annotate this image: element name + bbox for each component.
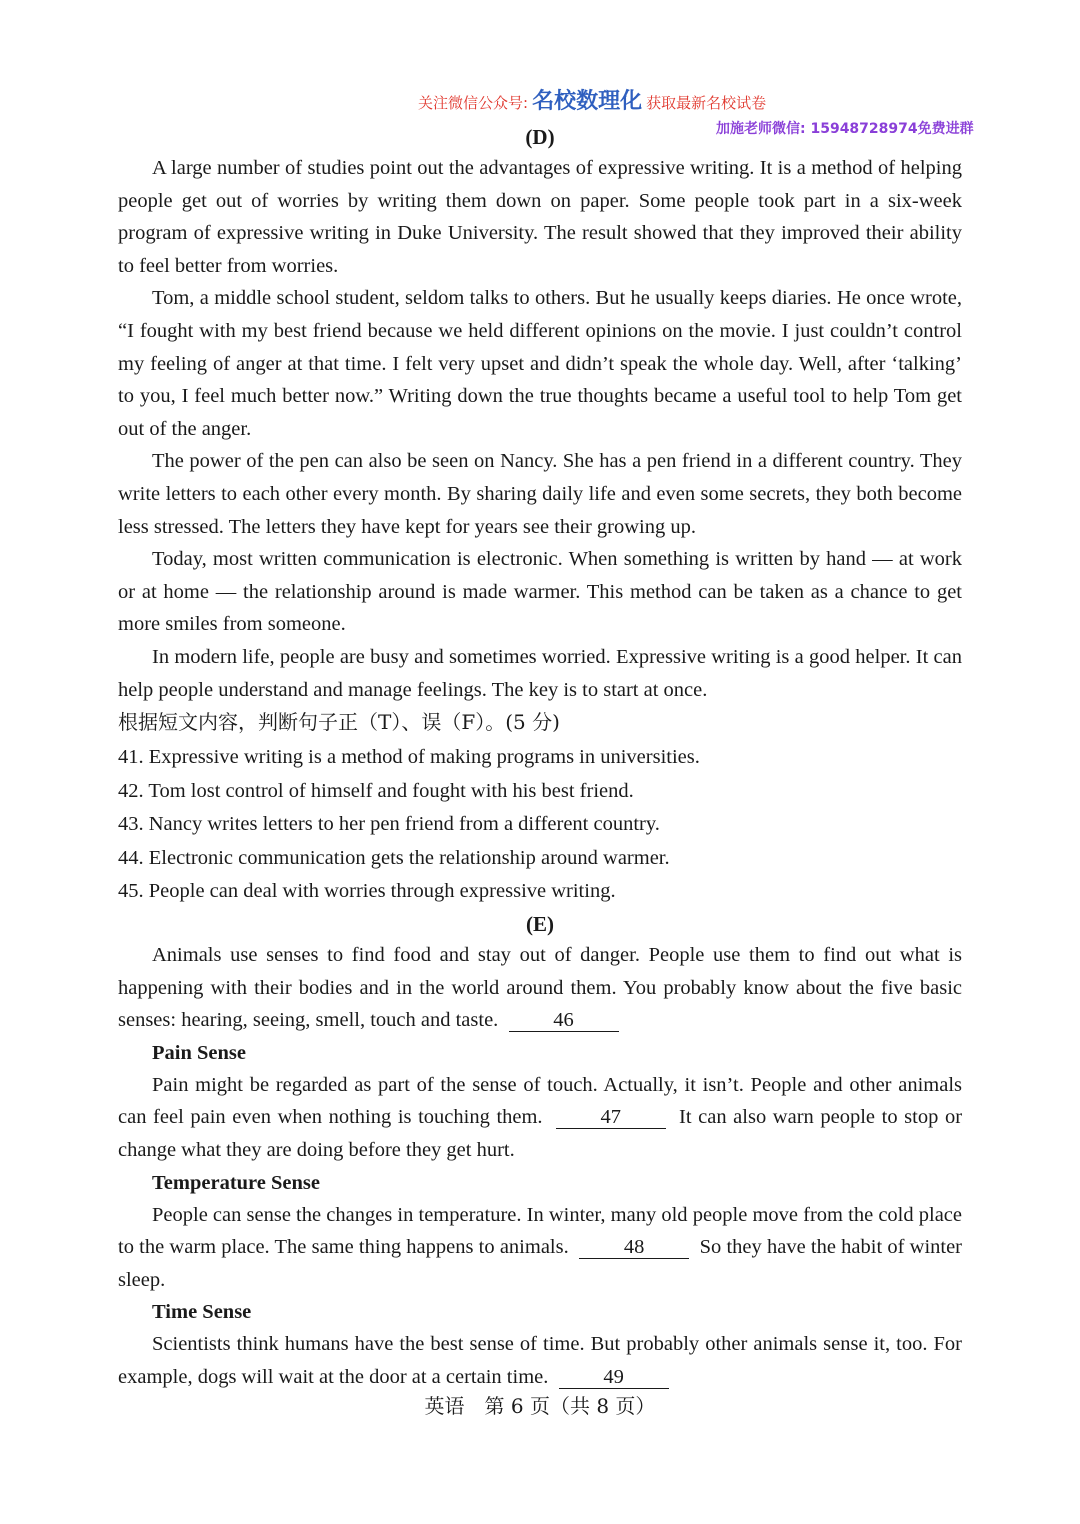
blank-46: 46 (509, 1009, 619, 1032)
blank-47: 47 (556, 1106, 666, 1129)
pain-sense-heading: Pain Sense (152, 1041, 246, 1064)
time-sense-heading: Time Sense (152, 1301, 252, 1324)
section-e-intro (118, 939, 962, 1037)
section-d-paragraph-1: A large number of studies point out the advantages of expressive writing. It is a method of helping people get out of worries by writing them down on paper. Some people took part in a six-week program of expressive writing in Duke University. The result showed that they improved their ability to feel better from worries. (118, 157, 962, 277)
watermark-suffix: 获取最新名校试卷 (646, 94, 767, 112)
instruction: 根据短文内容，判断句子正（T）、误（F）。(5 分) (118, 710, 560, 735)
section-d-paragraph-3: The power of the pen can also be seen on Nancy. She has a pen friend in a different country. They write letters to each other every month. By sharing daily life and even some secrets, they both become less stressed. The letters they have kept for years see their growing up. (118, 450, 962, 538)
temperature-sense-paragraph (118, 1199, 962, 1297)
section-e-title: (E) (526, 912, 554, 937)
question-44: 44. Electronic communication gets the relationship around warmer. (118, 846, 670, 869)
pain-sense-paragraph (118, 1069, 962, 1167)
watermark-line1 (418, 84, 766, 115)
question-42: 42. Tom lost control of himself and fought with his best friend. (118, 779, 634, 802)
section-d-paragraph-2: Tom, a middle school student, seldom talks to others. But he usually keeps diaries. He once wrote, “I fought with my best friend because we held different opinions on the movie. I just couldn’t control my feeling of anger at that time. I felt very upset and didn’t speak the whole day. Well, after ‘talking’ to you, I feel much better now.” Writing down the true thoughts became a useful tool to help Tom get out of the anger. (118, 287, 962, 440)
pain-text-2: It can also warn people to stop or change what they are doing before they get hurt. (118, 1106, 963, 1162)
watermark-line2: 加施老师微信: 15948728974免费进群 (716, 121, 974, 137)
temp-text-1: People can sense the changes in temperature. In winter, many old people move from the cold place to the warm place. The same thing happens to animals. (118, 1203, 962, 1259)
pain-text-1: Pain might be regarded as part of the sense of touch. Actually, it isn’t. People and other animals can feel pain even when nothing is touching them. (118, 1073, 962, 1129)
page-footer: 英语 第 6 页（共 8 页） (424, 1394, 656, 1418)
blank-48: 48 (579, 1236, 689, 1259)
blank-49: 49 (559, 1366, 669, 1389)
temperature-sense-heading: Temperature Sense (152, 1171, 320, 1194)
question-43: 43. Nancy writes letters to her pen friend from a different country. (118, 813, 660, 836)
watermark-brand: 名校数理化 (532, 89, 643, 114)
question-41: 41. Expressive writing is a method of making programs in universities. (118, 746, 700, 769)
temp-text-2: So they have the habit of winter sleep. (118, 1236, 963, 1291)
section-d-paragraph-4: Today, most written communication is electronic. When something is written by hand — at work or at home — the relationship around is made warmer. This method can be taken as a chance to get more smiles from someone. (118, 548, 962, 636)
section-e-intro-text: Animals use senses to find food and stay out of danger. People use them to find out what is happening with their bodies and in the world around them. You probably know about the five basic senses: hearing, seeing, smell, touch and taste. (118, 944, 962, 1032)
section-d-paragraph-5: In modern life, people are busy and sometimes worried. Expressive writing is a good helper. It can help people understand and manage feelings. The key is to start at once. (118, 645, 962, 701)
time-text-1: Scientists think humans have the best sense of time. But probably other animals sense it, too. For example, dogs will wait at the door at a certain time. (118, 1333, 962, 1388)
section-d-title: (D) (525, 125, 555, 149)
question-45: 45. People can deal with worries through expressive writing. (118, 880, 616, 903)
watermark-prefix: 关注微信公众号: (418, 94, 529, 112)
time-sense-paragraph (118, 1328, 962, 1393)
page-content (118, 122, 962, 1394)
